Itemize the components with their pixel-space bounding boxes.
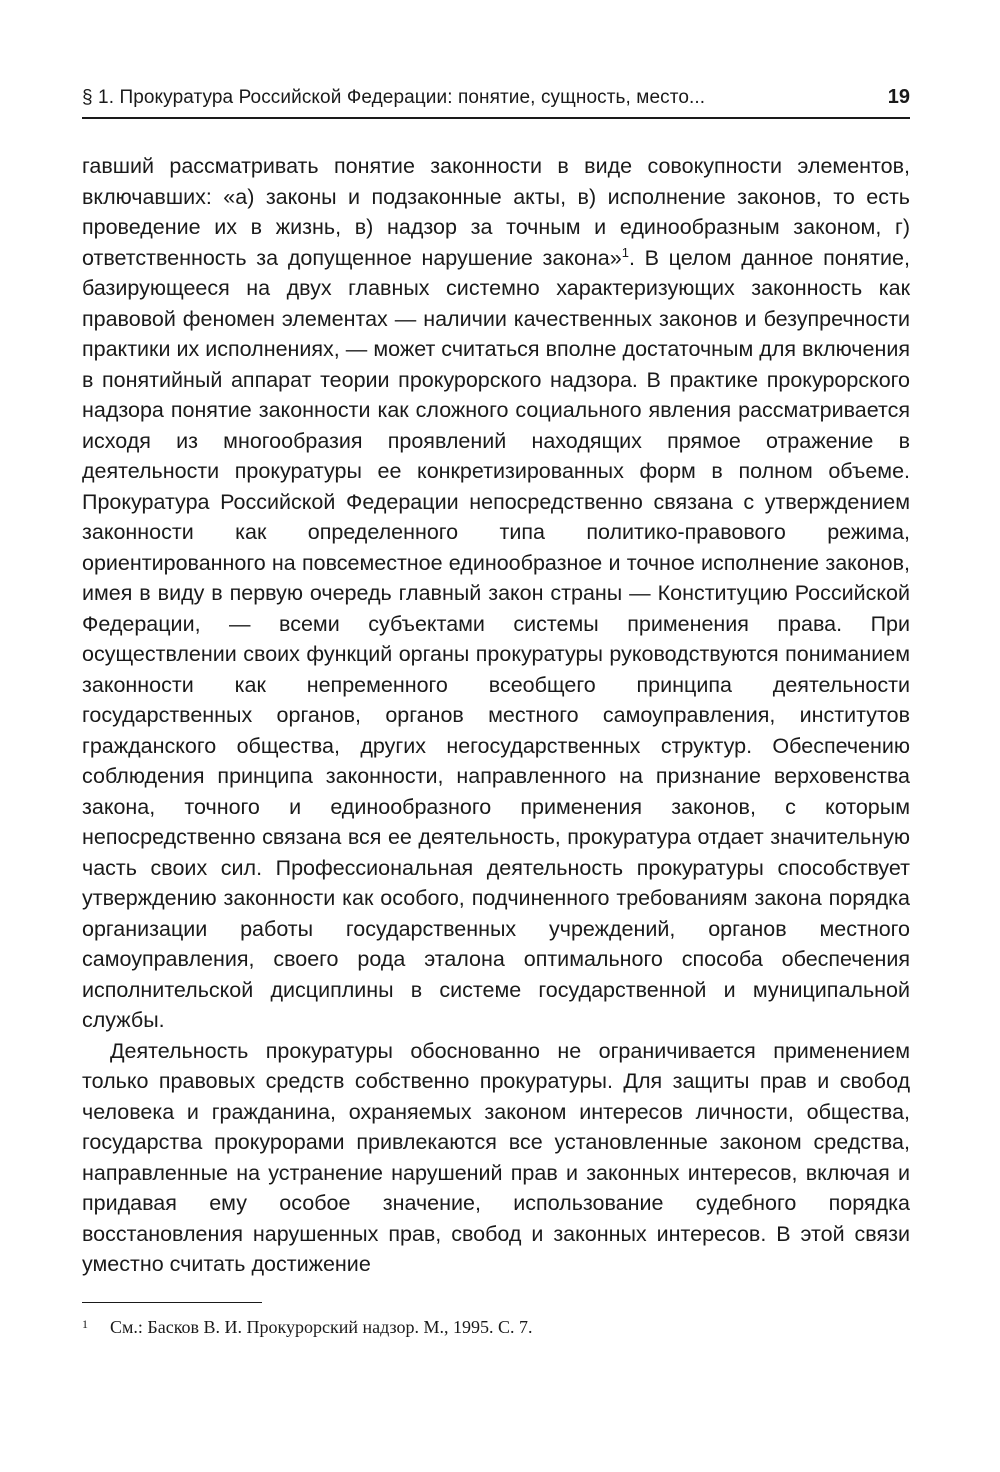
running-header xyxy=(82,86,910,119)
paragraph-1-part-1: гавший рассматривать понятие законности в виде совокупности элементов, включавших: «а) законы и подзаконные акты, в) исполнение законов, то есть проведение их в жизнь, в) надзор за точным и единообразным законом, г) ответственность за допущенное нарушение закона» xyxy=(82,154,910,270)
footnote-text: См.: Басков В. И. Прокурорский надзор. М., 1995. С. 7. xyxy=(110,1316,533,1337)
book-page xyxy=(82,86,910,1338)
paragraph-1-part-2: . В целом данное понятие, базирующееся на двух главных системно характеризующих законность как правовой феномен элементах — наличии качественных законов и безупречности практики их исполнениях, — может считаться вполне достаточным для включения в понятийный аппарат теории прокурорского надзора. В практике прокурорского надзора понятие законности как сложного социального явления рассматривается исходя из многообразия проявлений находящих прямое отражение в деятельности прокуратуры ее конкретизированных форм в полном объеме. Прокуратура Российской Федерации непосредственно связана с утверждением законности как определенного типа политико-правового режима, ориентированного на повсеместное единообразное и точное исполнение законов, имея в виду в первую очередь главный закон страны — Конституцию Российской Федерации, — всеми субъектами системы применения права. При осуществлении своих функций органы прокуратуры руководствуются пониманием законности как непременного всеобщего принципа деятельности государственных органов, органов местного самоуправления, институтов гражданского общества, других негосударственных структур. Обеспечению соблюдения принципа законности, направленного на признание верховенства закона, точного и единообразного применения законов, с которым непосредственно связана вся ее деятельность, прокуратура отдает значительную часть своих сил. Профессиональная деятельность прокуратуры способствует утверждению законности как особого, подчиненного требованиям закона порядка организации работы государственных учреждений, органов местного самоуправления, своего рода эталона оптимального способа обеспечения исполнительской дисциплины в системе государственной и муниципальной службы. xyxy=(82,245,910,1032)
footnote-mark: 1 xyxy=(82,1316,88,1331)
page-number: 19 xyxy=(887,86,910,108)
footnote xyxy=(82,1317,910,1338)
running-title: § 1. Прокуратура Российской Федерации: понятие, сущность, место... xyxy=(82,87,706,108)
paragraph-1 xyxy=(82,151,910,1036)
footnote-divider xyxy=(82,1302,262,1303)
paragraph-2: Деятельность прокуратуры обоснованно не ограничивается применением только правовых средств собственно прокуратуры. Для защиты прав и свобод человека и гражданина, охраняемых законом интересов личности, общества, государства прокурорами привлекаются все установленные законом средства, направленные на устранение нарушений прав и законных интересов, включая и придавая ему особое значение, использование судебного порядка восстановления нарушенных прав, свобод и законных интересов. В этой связи уместно считать достижение xyxy=(82,1038,910,1276)
footnote-reference: 1 xyxy=(621,244,629,260)
main-text xyxy=(82,151,910,1280)
